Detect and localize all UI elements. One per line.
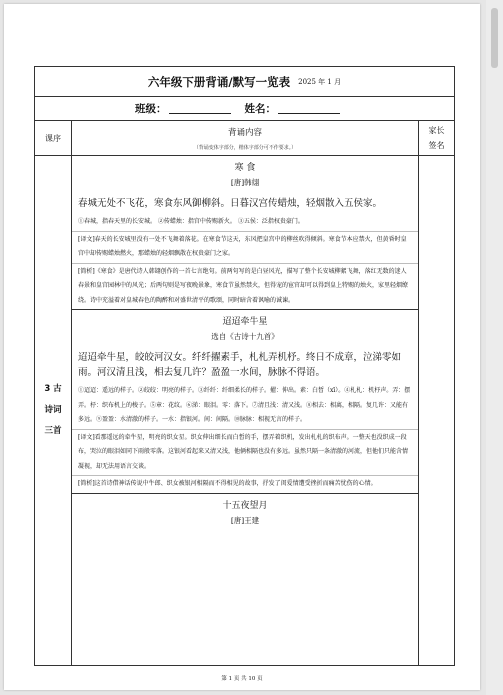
poem-annotation: ①春城，指春天里的长安城。 ②传蜡烛：指宫中传赐新火。 ③五侯：泛指权贵豪门。 xyxy=(78,218,304,225)
parent-sign-label-2: 签名 xyxy=(428,141,445,150)
lesson-header: 课序 xyxy=(35,121,72,155)
poem-translation: [译文]春天的长安城里没有一处不飞舞着落花。在寒食节这天，东风把皇宫中的柳丝吹得倾斜。寒食节本应禁火，但黄昏时皇宫中却传赐蜡烛燃火，那蜡烛的轻烟飘散在权贵豪门之家。 xyxy=(72,231,418,263)
poem-section-shiwuye xyxy=(72,494,418,530)
table-header-row xyxy=(35,121,454,156)
class-label: 班级： xyxy=(135,103,167,115)
poem-translation: [译文]看那遥远的牵牛星，明亮的织女星。织女伸出细长而白皙的手，摆弄着织机，发出札札的织布声。一整天也没织成一段布，哭泣的眼泪如同下雨般零落。这银河看起来又清又浅，他俩相隔也没有多远。虽然只隔一条清澈的河流，但他们只能含情凝视，却无法用语言交谈。 xyxy=(72,429,418,476)
parent-sign-header xyxy=(419,121,454,155)
title-date: 2025 年 1 月 xyxy=(298,77,342,86)
poem-notes xyxy=(72,383,418,493)
poem-analysis: [简析]这首诗借神话传说中牛郎、织女被银河相隔而不得相见的故事，抒发了闺爱情遭受挫折而痛苦忧伤的心情。 xyxy=(72,475,418,493)
title-row xyxy=(35,67,454,97)
content-cell xyxy=(72,156,419,665)
poem-title: 十五夜望月 xyxy=(222,500,268,511)
parent-sign-label-1: 家长 xyxy=(428,126,445,135)
parent-sign-cell[interactable] xyxy=(419,156,454,665)
poem-author: 选自《古诗十九首》 xyxy=(211,332,279,341)
student-info-row xyxy=(35,97,454,121)
page-title: 六年级下册背诵/默写一览表 xyxy=(147,74,291,89)
vertical-scrollbar[interactable] xyxy=(486,0,503,695)
poem-section-hanshi xyxy=(72,156,418,310)
poem-author: [唐]韩翃 xyxy=(230,178,260,187)
poem-section-tiaotiao xyxy=(72,310,418,494)
recitation-table xyxy=(34,66,455,666)
poem-title: 寒 食 xyxy=(234,163,256,173)
poem-author: [唐]王建 xyxy=(230,515,260,525)
poem-annotation: ①迢迢：遥远的样子。②皎皎：明亮的样子。③纤纤：纤细柔长的样子。擢：伸出。素：白皙（xī）。④札札：机杼声。弄：摆弄。杼：织布机上的梭子。⑤章：花纹。⑥涕：眼泪。零：落下。⑦清且浅：清又浅。⑧相去：相离，相隔。复几许：又能有多远。⑨盈盈：水清澈的样子。一水：指银河。间：间隔。⑩脉脉：相视无言的样子。 xyxy=(78,387,411,423)
poem-text: 春城无处不飞花，寒食东风御柳斜。日暮汉宫传蜡烛，轻烟散入五侯家。 xyxy=(78,198,383,209)
lesson-cell xyxy=(35,156,72,665)
poem-title: 迢迢牵牛星 xyxy=(222,317,268,327)
lesson-label: 3 古诗词三首 xyxy=(44,384,62,436)
content-header-label: 背诵内容 xyxy=(227,127,262,138)
class-blank[interactable] xyxy=(169,103,231,114)
scrollbar-thumb[interactable] xyxy=(491,8,498,68)
content-header xyxy=(72,121,419,155)
name-label: 姓名： xyxy=(244,103,276,115)
poem-analysis: [简析]《寒食》是唐代诗人韩翃创作的一首七言绝句。前两句写的是白昼风光，描写了整个长安城柳絮飞舞，落红无数的迷人春景和皇宫园林中的风光；后两句则是写夜晚景象，寒食节虽然禁火，但得宠的宦官却可以得到皇上特赐的烛火，家里轻烟缭绕。诗中充溢着对皇城春色的陶醉和对盛世清平的歌颂，同时暗含着讽喻的诚谏。 xyxy=(72,263,418,310)
poem-notes xyxy=(72,214,418,309)
page-number: 第 1 页 共 10 页 xyxy=(221,676,263,682)
document-page xyxy=(4,4,480,690)
poem-text: 迢迢牵牛星，皎皎河汉女。纤纤擢素手，札札弄机杼。终日不成章，泣涕零如雨。河汉清且浅，相去复几许？盈盈一水间，脉脉不得语。 xyxy=(78,352,402,378)
content-header-note: （背诵变体字部分，楷体字部分可不作要求。） xyxy=(193,144,297,151)
name-blank[interactable] xyxy=(278,103,340,114)
table-row xyxy=(35,156,454,665)
